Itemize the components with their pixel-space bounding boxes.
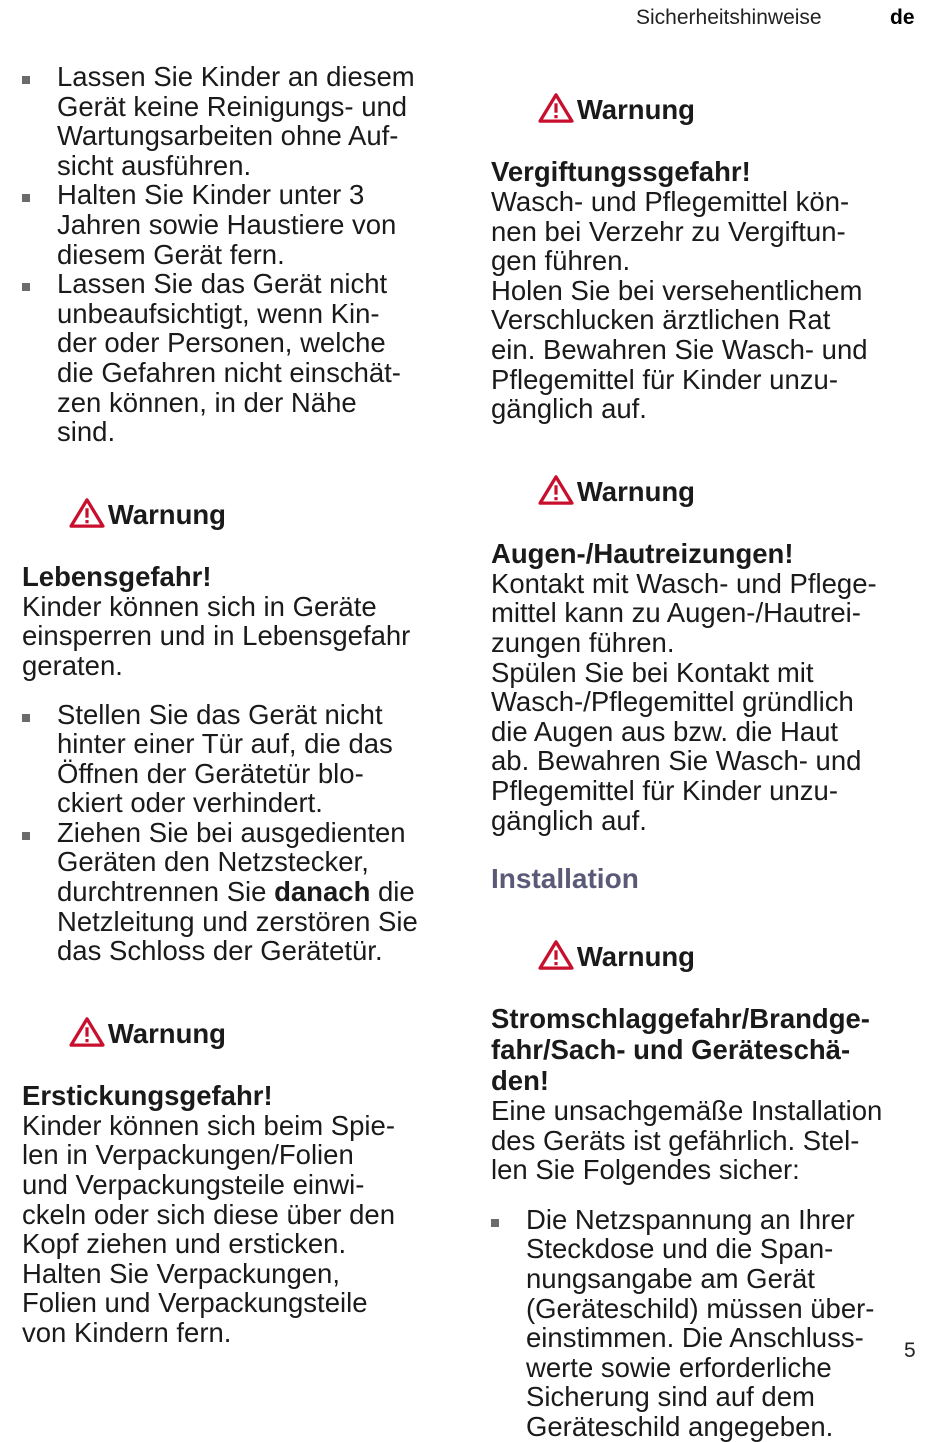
bullet-square-icon <box>22 832 30 840</box>
list-item <box>22 180 452 269</box>
warning-body: Eine unsachgemäße Installation des Geräts ist gefährlich. Stel- len Sie Folgendes sicher: <box>491 1095 883 1186</box>
list-item <box>491 1205 931 1442</box>
warning-title: Warnung <box>107 498 226 530</box>
warning-subtitle: Lebensgefahr! <box>22 560 212 592</box>
warning-body: Kontakt mit Wasch- und Pflege- mittel kann zu Augen-/Hautrei- zungen führen. Spülen Sie bei Kontakt mit Wasch-/Pflegemittel gründlich die Augen aus bzw. die Haut ab. Bewahren Sie Wasch- und Pflegemittel für Kinder unzu- gänglich auf. <box>491 567 877 836</box>
list-item-text: Die Netzspannung an Ihrer Steckdose und die Span- nungsangabe am Gerät (Geräteschild) müssen über- einstimmen. Die Anschluss- werte sowie erforderliche Sicherung sind auf dem Geräteschild angegeben. <box>526 1203 875 1442</box>
emphasis: danach <box>274 876 371 908</box>
bullet-square-icon <box>22 194 30 202</box>
warning-title: Warnung <box>576 941 695 973</box>
warning-block-augen <box>491 444 931 835</box>
bullet-square-icon <box>22 76 30 84</box>
list-item-text: Lassen Sie Kinder an diesem Gerät keine Reinigungs- und Wartungsarbeiten ohne Auf- sicht ausführen. <box>57 61 415 181</box>
list-item <box>22 818 452 966</box>
list-item-text: Lassen Sie das Gerät nicht unbeaufsichtigt, wenn Kin- der oder Personen, welche die Gefahren nicht einschät- zen können, in der Nähe sind. <box>57 268 401 448</box>
warning-body: Kinder können sich beim Spie- len in Verpackungen/Folien und Verpackungsteile einwi- ckeln oder sich diese über den Kopf ziehen und ersticken. Halten Sie Verpackungen, Folien und Verpackungsteile von Kindern fern. <box>22 1109 396 1348</box>
warning-title: Warnung <box>576 475 695 507</box>
warning-title: Warnung <box>576 94 695 125</box>
bullet-square-icon <box>22 714 30 722</box>
warning-subtitle: Vergiftungssgefahr! <box>491 156 751 187</box>
warning-triangle-icon <box>68 1017 106 1047</box>
list-item-text <box>57 818 452 966</box>
list-item <box>22 700 452 818</box>
list-item-text: Halten Sie Kinder unter 3 Jahren sowie Haustiere von diesem Gerät fern. <box>57 179 397 270</box>
warning-body: Wasch- und Pflegemittel kön- nen bei Verzehr zu Vergiftun- gen führen. Holen Sie bei versehentlichem Verschlucken ärztlichen Rat ein. Bewahren Sie Wasch- und Pflegemittel für Kinder unzu- gänglich auf. <box>491 186 868 425</box>
warning-body: Kinder können sich in Geräte einsperren und in Lebensgefahr geraten. <box>22 590 411 681</box>
bullet-square-icon <box>491 1219 499 1227</box>
warning-subtitle: Erstickungsgefahr! <box>22 1079 273 1111</box>
list-item <box>22 62 452 180</box>
text-run: Ziehen Sie bei ausgedienten Geräten den Netzstecker, durchtrennen Sie <box>57 816 406 908</box>
bullet-square-icon <box>22 283 30 291</box>
section-title: Installation <box>491 863 639 895</box>
right-column <box>491 62 931 1442</box>
warning-subtitle: Stromschlaggefahr/Brandge- fahr/Sach- und Geräteschä- den! <box>491 1003 870 1097</box>
list-item-text: Stellen Sie das Gerät nicht hinter einer Tür auf, die das Öffnen der Gerätetür blo- ckiert oder verhindert. <box>57 698 393 819</box>
warning-triangle-icon <box>537 475 575 505</box>
page-number: 5 <box>904 1339 916 1362</box>
text-run: die Netzleitung und zerstören Sie das Schloss der Gerätetür. <box>57 876 418 967</box>
warning-triangle-icon <box>537 940 575 970</box>
warning-title: Warnung <box>107 1017 226 1049</box>
list-item <box>22 269 452 447</box>
running-header: Sicherheitshinweise <box>636 6 822 29</box>
left-column <box>22 62 452 1348</box>
warning-block-lebensgefahr <box>22 467 452 681</box>
warning-subtitle: Augen-/Hautreizungen! <box>491 537 794 569</box>
warning-triangle-icon <box>537 93 575 123</box>
warning-triangle-icon <box>68 498 106 528</box>
warning-block-stromschlag <box>491 909 931 1185</box>
warning-block-erstickungsgefahr <box>22 986 452 1348</box>
language-code: de <box>890 6 915 29</box>
warning-block-vergiftung <box>491 62 931 424</box>
